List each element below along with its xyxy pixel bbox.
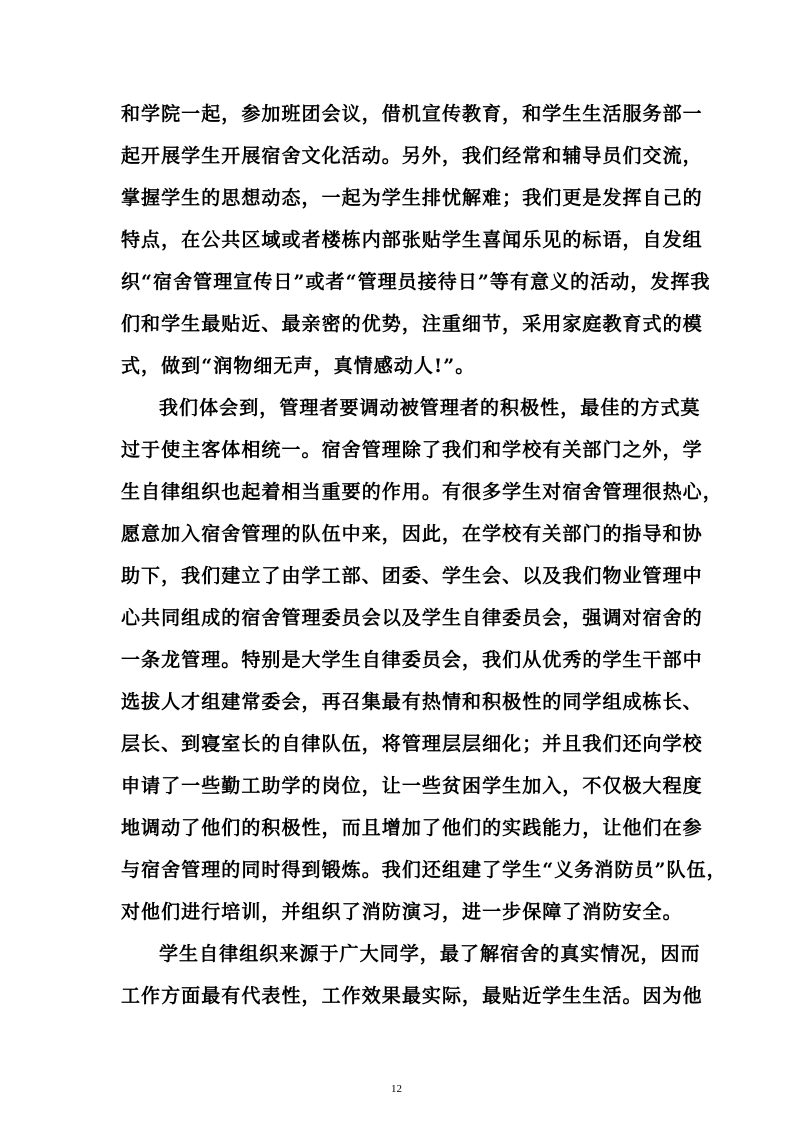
text-line: 起开展学生开展宿舍文化活动。另外，我们经常和辅导员们交流， <box>121 145 703 167</box>
text-line: 工作方面最有代表性，工作效果最实际，最贴近学生生活。因为他 <box>121 985 703 1007</box>
text-line: 申请了一些勤工助学的岗位，让一些贫困学生加入，不仅极大程度 <box>121 775 703 797</box>
text-line: 与宿舍管理的同时得到锻炼。我们还组建了学生“义务消防员”队伍， <box>121 859 727 881</box>
text-line: 和学院一起，参加班团会议，借机宣传教育，和学生生活服务部一 <box>121 103 703 125</box>
text-line: 地调动了他们的积极性，而且增加了他们的实践能力，让他们在参 <box>121 817 703 839</box>
text-line: 助下，我们建立了由学工部、团委、学生会、以及我们物业管理中 <box>121 565 703 587</box>
text-line: 们和学生最贴近、最亲密的优势，注重细节，采用家庭教育式的模 <box>121 313 703 335</box>
text-line: 织“宿舍管理宣传日”或者“管理员接待日”等有意义的活动，发挥我 <box>121 271 711 293</box>
paragraph-first-line: 我们体会到，管理者要调动被管理者的积极性，最佳的方式莫 <box>159 397 701 419</box>
text-line: 式，做到“润物细无声，真情感动人!”。 <box>121 355 476 377</box>
text-line: 掌握学生的思想动态，一起为学生排忧解难；我们更是发挥自己的 <box>121 187 703 209</box>
text-line: 特点，在公共区域或者楼栋内部张贴学生喜闻乐见的标语，自发组 <box>121 229 703 251</box>
text-line: 选拔人才组建常委会，再召集最有热情和积极性的同学组成栋长、 <box>121 691 703 713</box>
text-line: 对他们进行培训，并组织了消防演习，进一步保障了消防安全。 <box>121 901 683 923</box>
text-line: 一条龙管理。特别是大学生自律委员会，我们从优秀的学生干部中 <box>121 649 703 671</box>
text-line: 生自律组织也起着相当重要的作用。有很多学生对宿舍管理很热心， <box>121 481 723 503</box>
text-line: 心共同组成的宿舍管理委员会以及学生自律委员会，强调对宿舍的 <box>121 607 703 629</box>
text-line: 愿意加入宿舍管理的队伍中来，因此，在学校有关部门的指导和协 <box>121 523 703 545</box>
page-number: 12 <box>391 1083 402 1095</box>
paragraph-first-line: 学生自律组织来源于广大同学，最了解宿舍的真实情况，因而 <box>159 943 701 965</box>
text-line: 层长、到寝室长的自律队伍，将管理层层细化；并且我们还向学校 <box>121 733 703 755</box>
text-line: 过于使主客体相统一。宿舍管理除了我们和学校有关部门之外，学 <box>121 439 703 461</box>
